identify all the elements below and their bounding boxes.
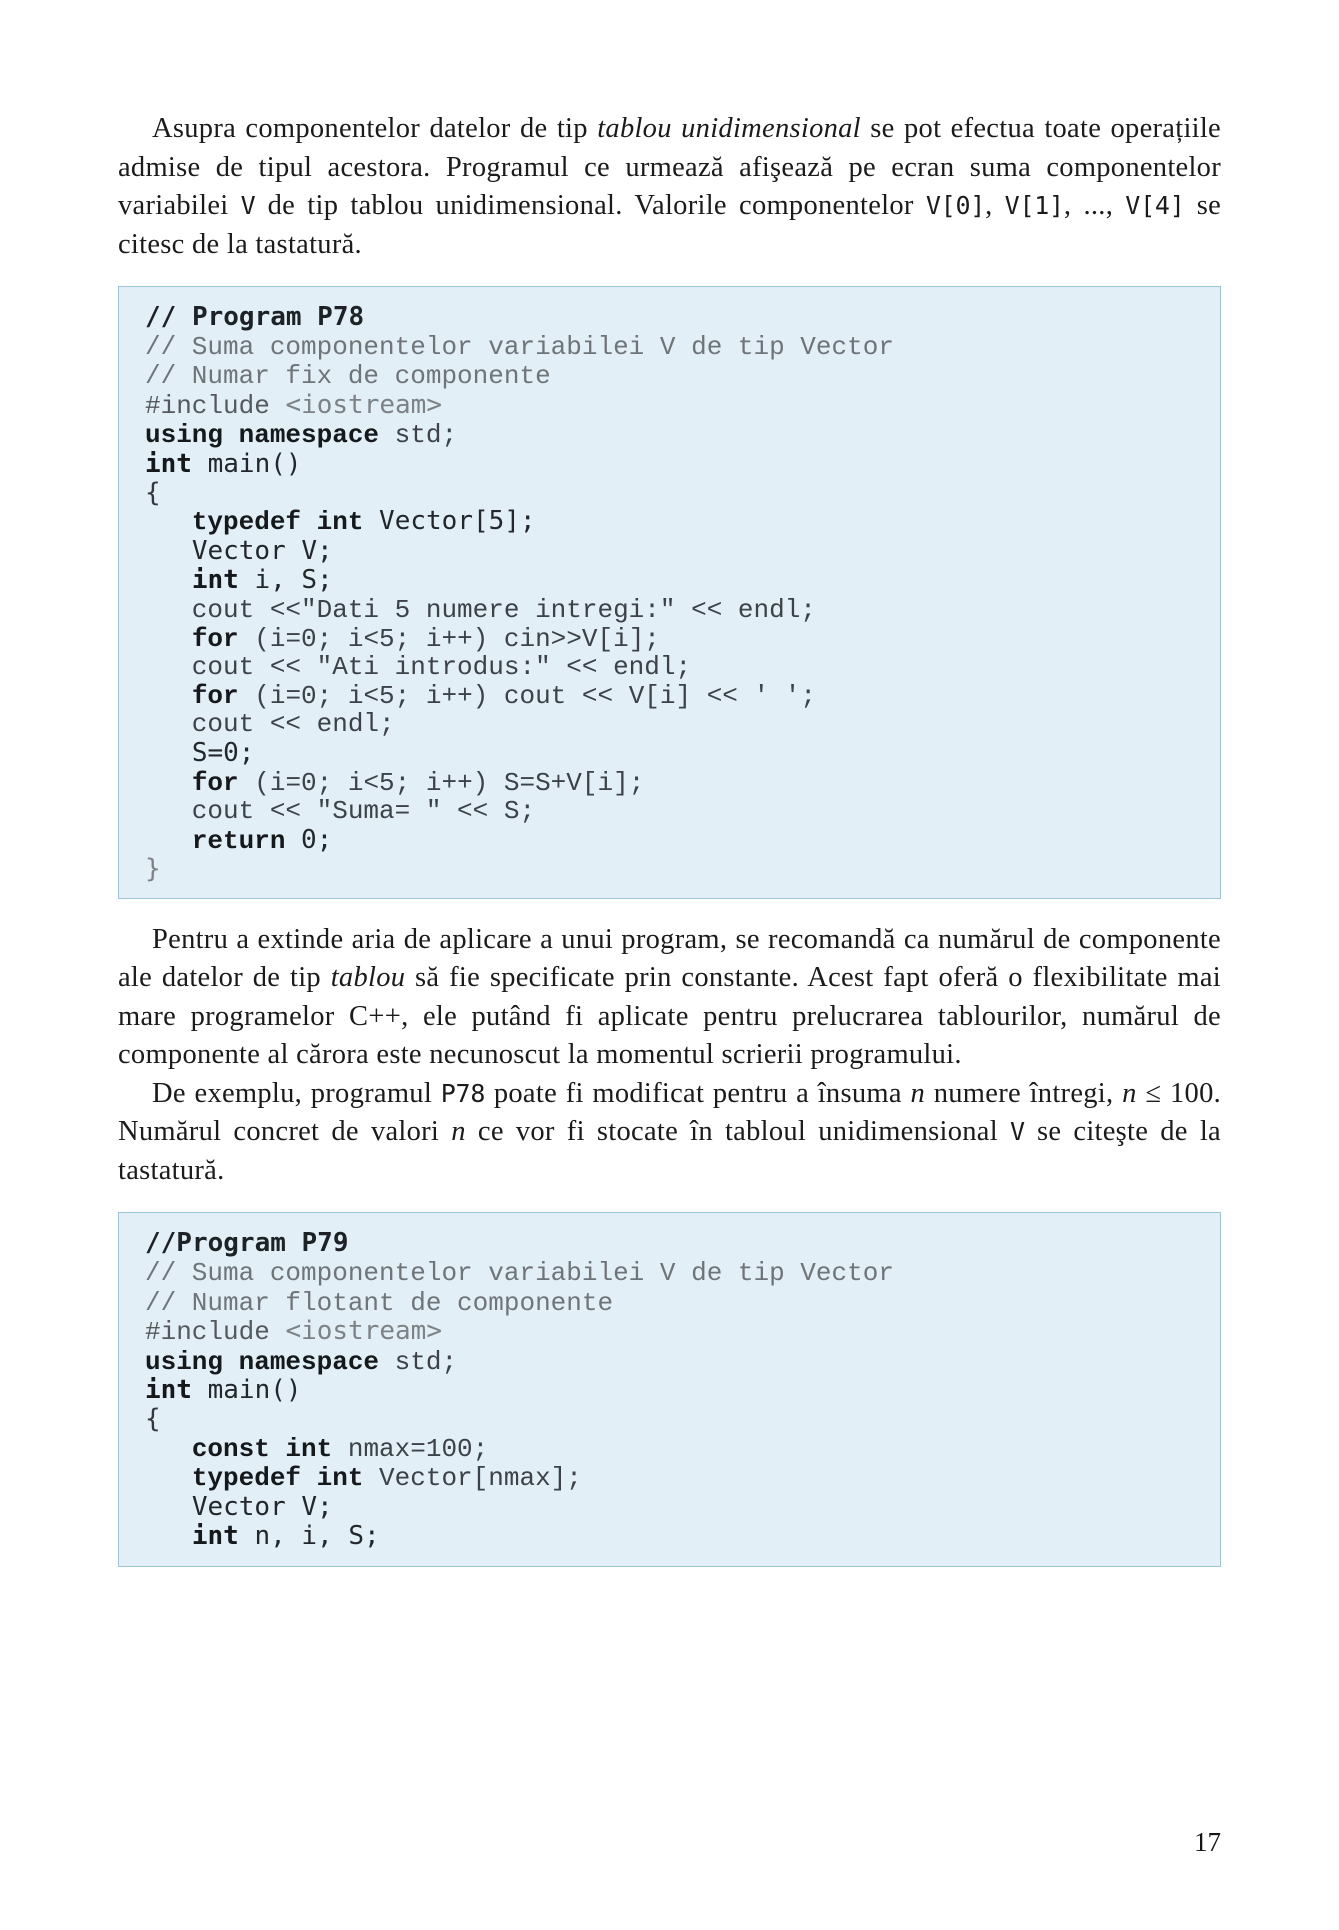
paragraph-example xyxy=(118,1075,1221,1191)
code-line: cout << "Suma= " << S; xyxy=(145,796,536,827)
code-line: Vector V; xyxy=(191,1491,333,1522)
code-line: for (i=0; i<5; i++) S=S+V[i]; xyxy=(191,767,645,798)
paragraph-middle xyxy=(118,921,1221,1075)
code-line: // Suma componentelor variabilei V de tip Vector xyxy=(145,1257,894,1288)
code-line: for (i=0; i<5; i++) cin>>V[i]; xyxy=(191,623,660,654)
middle-seg-1: Pentru a extinde aria de aplicare a unui program, se recomandă ca numărul de componente ale datelor de tip xyxy=(118,923,1221,994)
code-line: int i, S; xyxy=(191,565,333,596)
code-block-p79 xyxy=(118,1212,1221,1567)
code-line: typedef int Vector[nmax]; xyxy=(191,1463,582,1494)
code-line: #include <iostream> xyxy=(145,389,442,421)
code-line: int main() xyxy=(145,1375,302,1406)
code-line: cout << "Ati introdus:" << endl; xyxy=(145,652,692,683)
intro-code-v1: V[1] xyxy=(1004,191,1064,220)
intro-code-v0: V[0] xyxy=(925,191,986,220)
intro-seg-1: Asupra componentelor datelor de tip xyxy=(152,113,598,144)
example-seg-9: ce vor fi stocate în tabloul unidimensional xyxy=(465,1116,1011,1148)
code-block-p78 xyxy=(118,286,1221,899)
intro-seg-5: de tip tablou unidimensional. Valorile componentelor xyxy=(255,190,926,221)
example-math-n-1: n xyxy=(910,1077,926,1109)
example-seg-1: De exemplu, programul xyxy=(152,1077,441,1109)
code-line: using namespace std; xyxy=(145,1346,458,1377)
code-line: const int nmax=100; xyxy=(191,1433,489,1464)
code-line: return 0; xyxy=(191,824,333,856)
code-line: S=0; xyxy=(191,737,255,768)
spacer-before-code-p78 xyxy=(118,264,1221,286)
paragraph-intro xyxy=(118,110,1221,264)
example-code-v: V xyxy=(1010,1117,1025,1147)
example-code-p78: P78 xyxy=(440,1078,486,1108)
example-seg-3: poate fi modificat pentru a însuma xyxy=(485,1077,911,1109)
example-math-n-2: n xyxy=(1122,1077,1137,1109)
code-line: // Suma componentelor variabilei V de tip Vector xyxy=(145,331,894,362)
code-line: // Numar fix de componente xyxy=(145,361,551,392)
code-line: } xyxy=(145,854,161,885)
code-line: { xyxy=(145,1403,161,1434)
intro-italic-term: tablou unidimensional xyxy=(597,113,861,144)
code-line: // Program P78 xyxy=(145,302,365,332)
example-math-n-3: n xyxy=(451,1116,466,1148)
intro-seg-9: , ..., xyxy=(1063,190,1126,221)
code-line: #include <iostream> xyxy=(145,1316,442,1348)
intro-code-v: V xyxy=(240,191,256,220)
intro-seg-11: se citesc de la tastatură. xyxy=(118,190,1222,260)
intro-code-v4: V[4] xyxy=(1125,191,1185,220)
page-number: 17 xyxy=(1194,1827,1221,1857)
code-line: for (i=0; i<5; i++) cout << V[i] << ' '; xyxy=(191,680,816,711)
code-line: Vector V; xyxy=(191,535,333,566)
intro-seg-7: , xyxy=(985,190,1005,221)
example-seg-7: ≤ 100. Numărul concret de valori xyxy=(118,1077,1222,1148)
code-line: //Program P79 xyxy=(145,1228,349,1259)
middle-seg-3: să fie specificate prin constante. Acest fapt oferă o flexibilitate mai mare programelor C++, ele putând fi aplicate pentru prelucrarea tablourilor, numărul de componente al cărora este necunoscut la momentul scrierii programului. xyxy=(118,962,1221,1071)
code-line: { xyxy=(145,477,161,508)
code-line: cout <<"Dati 5 numere intregi:" << endl; xyxy=(145,594,816,625)
code-line: int n, i, S; xyxy=(191,1521,380,1552)
code-line: // Numar flotant de componente xyxy=(145,1287,614,1318)
code-line: int main() xyxy=(145,448,302,479)
middle-italic-term: tablou xyxy=(330,962,406,994)
code-line: typedef int Vector[5]; xyxy=(191,506,536,538)
example-seg-5: numere întregi, xyxy=(925,1077,1123,1109)
code-line: using namespace std; xyxy=(145,420,458,451)
example-seg-11: se citeşte de la tastatură. xyxy=(118,1116,1221,1186)
spacer-before-code-p79 xyxy=(118,1190,1221,1212)
code-line: cout << endl; xyxy=(145,709,395,740)
spacer-after-code-p78 xyxy=(118,899,1221,921)
intro-seg-3: se pot efectua toate operațiile admise de tipul acestora. Programul ce urmează afişează pe ecran suma componentelor variabilei xyxy=(118,113,1221,221)
